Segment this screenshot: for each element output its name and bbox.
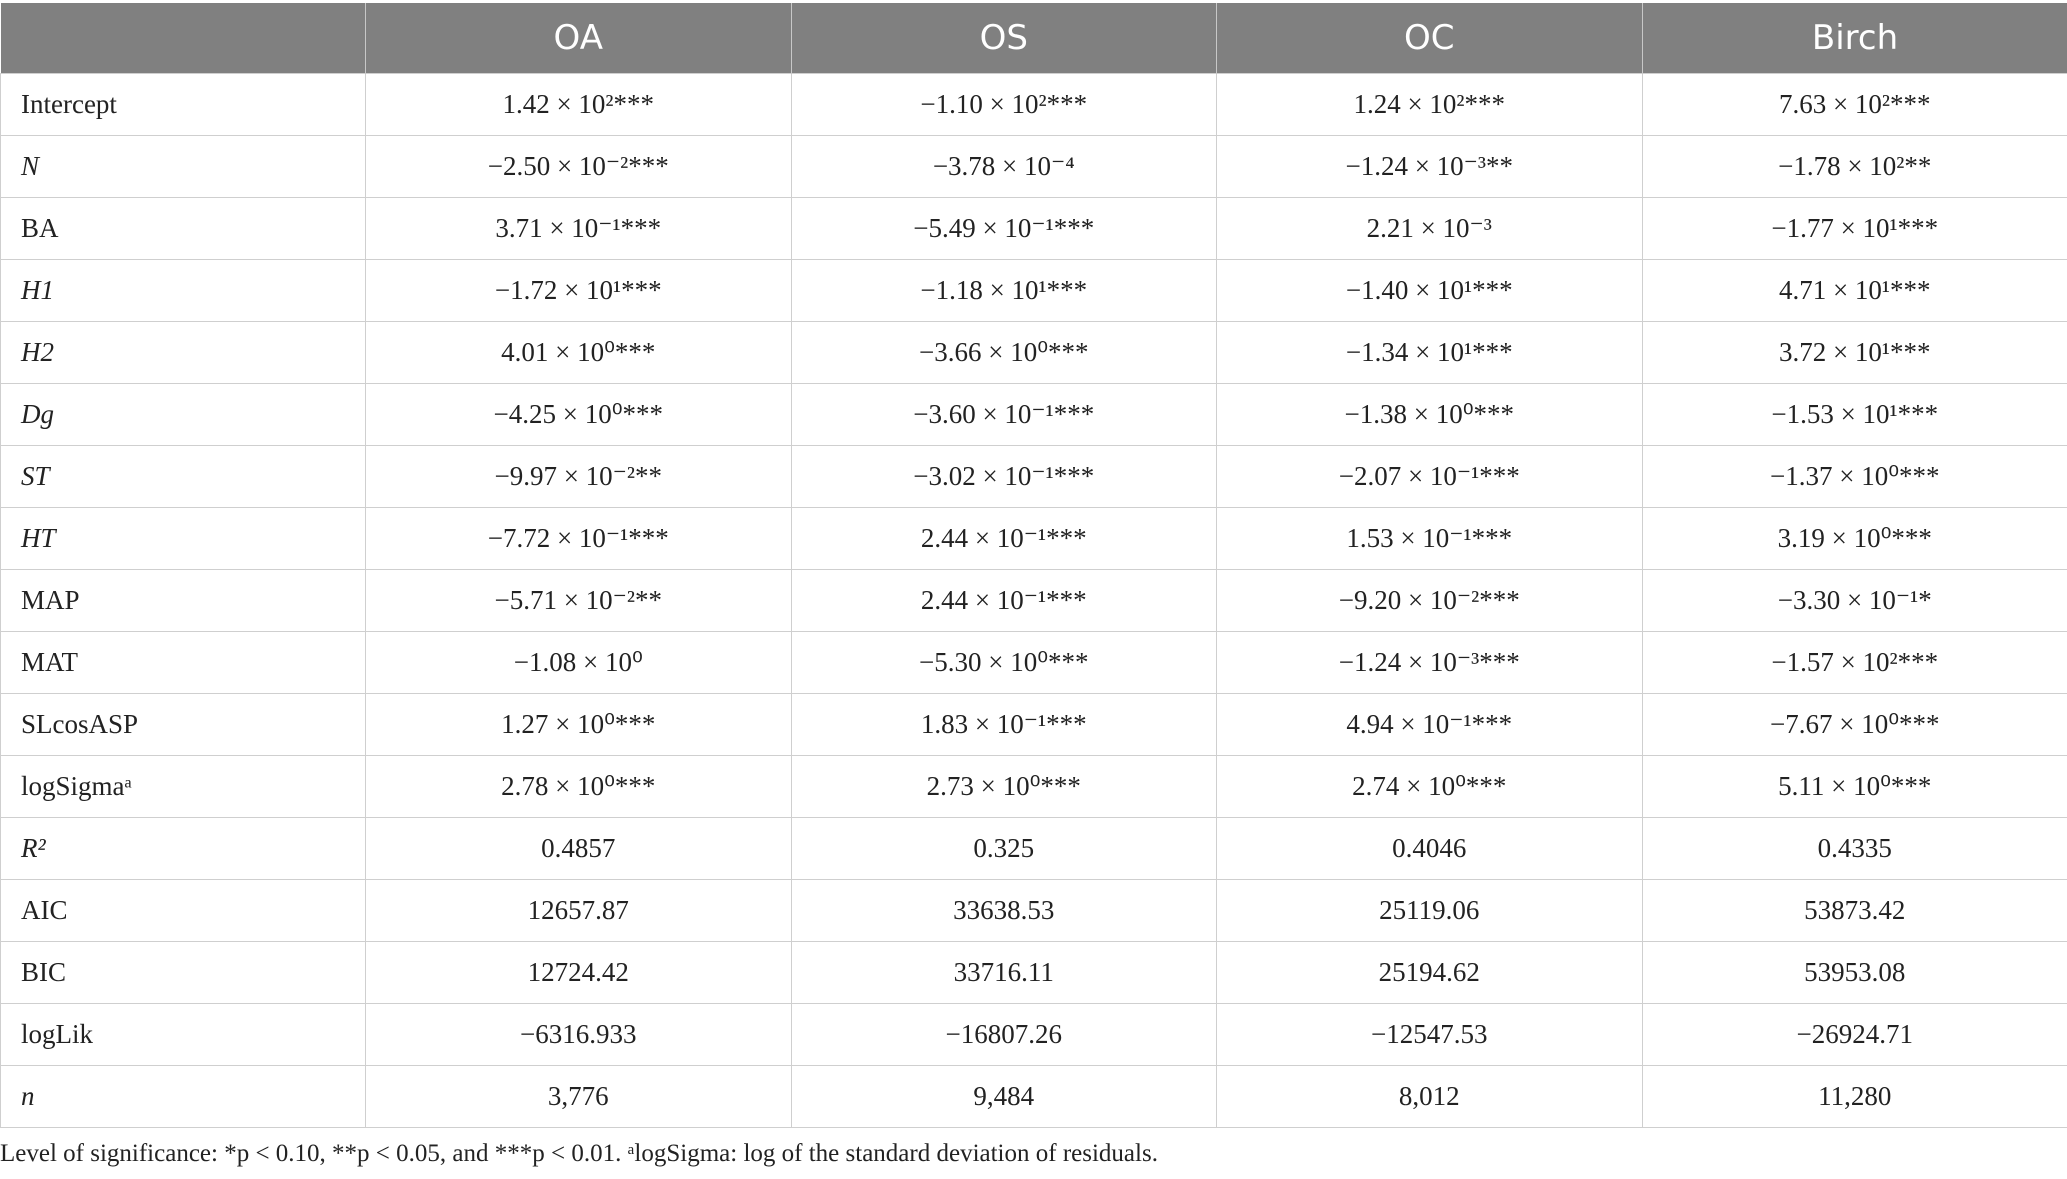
table-cell: −3.02 × 10⁻¹*** (791, 446, 1217, 508)
table-cell: 4.01 × 10⁰*** (366, 322, 792, 384)
table-cell: −9.97 × 10⁻²** (366, 446, 792, 508)
table-cell: −1.57 × 10²*** (1642, 632, 2067, 694)
table-cell: 4.71 × 10¹*** (1642, 260, 2067, 322)
table-cell: −1.53 × 10¹*** (1642, 384, 2067, 446)
table-cell: −5.71 × 10⁻²** (366, 570, 792, 632)
row-label: MAP (1, 570, 366, 632)
table-cell: 3.72 × 10¹*** (1642, 322, 2067, 384)
table-cell: −1.72 × 10¹*** (366, 260, 792, 322)
header-cell-os: OS (791, 3, 1217, 74)
table-cell: 4.94 × 10⁻¹*** (1217, 694, 1643, 756)
row-label: H1 (1, 260, 366, 322)
table-row (1, 942, 2067, 1004)
table-row (1, 136, 2067, 198)
row-label: N (1, 136, 366, 198)
row-label: Dg (1, 384, 366, 446)
row-label: n (1, 1066, 366, 1128)
table-row (1, 632, 2067, 694)
table-cell: 3.19 × 10⁰*** (1642, 508, 2067, 570)
table-cell: −1.77 × 10¹*** (1642, 198, 2067, 260)
table-footnote: Level of significance: *p < 0.10, **p < 0.05, and ***p < 0.01. ᵃlogSigma: log of the standard deviation of residuals. (0, 1140, 1158, 1167)
table-cell: 11,280 (1642, 1066, 2067, 1128)
table-cell: 1.27 × 10⁰*** (366, 694, 792, 756)
table-cell: −5.49 × 10⁻¹*** (791, 198, 1217, 260)
table-cell: 2.44 × 10⁻¹*** (791, 508, 1217, 570)
table-cell: −7.67 × 10⁰*** (1642, 694, 2067, 756)
table-cell: −9.20 × 10⁻²*** (1217, 570, 1643, 632)
row-label: R² (1, 818, 366, 880)
table-cell: −26924.71 (1642, 1004, 2067, 1066)
table-row (1, 198, 2067, 260)
table-row (1, 508, 2067, 570)
table-row (1, 570, 2067, 632)
table-cell: 12724.42 (366, 942, 792, 1004)
header-cell-oa: OA (366, 3, 792, 74)
row-label: MAT (1, 632, 366, 694)
table-cell: −3.66 × 10⁰*** (791, 322, 1217, 384)
table-cell: 7.63 × 10²*** (1642, 74, 2067, 136)
table-cell: 53953.08 (1642, 942, 2067, 1004)
table-cell: 5.11 × 10⁰*** (1642, 756, 2067, 818)
table-cell: 0.4046 (1217, 818, 1643, 880)
table-cell: −1.34 × 10¹*** (1217, 322, 1643, 384)
table-cell: 0.4335 (1642, 818, 2067, 880)
table-cell: −4.25 × 10⁰*** (366, 384, 792, 446)
row-label: HT (1, 508, 366, 570)
table-cell: −6316.933 (366, 1004, 792, 1066)
table-cell: 1.53 × 10⁻¹*** (1217, 508, 1643, 570)
table-cell: 9,484 (791, 1066, 1217, 1128)
table-cell: −7.72 × 10⁻¹*** (366, 508, 792, 570)
header-cell-oc: OC (1217, 3, 1643, 74)
table-cell: 3.71 × 10⁻¹*** (366, 198, 792, 260)
table-row (1, 880, 2067, 942)
table-cell: 53873.42 (1642, 880, 2067, 942)
table-cell: 33638.53 (791, 880, 1217, 942)
row-label: SLcosASP (1, 694, 366, 756)
table-cell: 1.24 × 10²*** (1217, 74, 1643, 136)
header-cell-blank (1, 3, 366, 74)
table-cell: −2.07 × 10⁻¹*** (1217, 446, 1643, 508)
table-cell: −2.50 × 10⁻²*** (366, 136, 792, 198)
table-row (1, 384, 2067, 446)
table-cell: 33716.11 (791, 942, 1217, 1004)
table-cell: 0.325 (791, 818, 1217, 880)
table-cell: −1.24 × 10⁻³*** (1217, 632, 1643, 694)
table-cell: 25119.06 (1217, 880, 1643, 942)
table-body (1, 74, 2067, 1128)
table-cell: −1.40 × 10¹*** (1217, 260, 1643, 322)
table-cell: −5.30 × 10⁰*** (791, 632, 1217, 694)
table-row (1, 756, 2067, 818)
table-cell: −1.08 × 10⁰ (366, 632, 792, 694)
table-cell: 2.74 × 10⁰*** (1217, 756, 1643, 818)
table-cell: −1.24 × 10⁻³** (1217, 136, 1643, 198)
table-row (1, 1004, 2067, 1066)
table-row (1, 694, 2067, 756)
row-label: BA (1, 198, 366, 260)
table-cell: −3.60 × 10⁻¹*** (791, 384, 1217, 446)
table-row (1, 260, 2067, 322)
row-label: AIC (1, 880, 366, 942)
row-label: ST (1, 446, 366, 508)
table-cell: 2.21 × 10⁻³ (1217, 198, 1643, 260)
table-cell: 3,776 (366, 1066, 792, 1128)
header-cell-birch: Birch (1642, 3, 2067, 74)
table-cell: 1.42 × 10²*** (366, 74, 792, 136)
table-cell: −12547.53 (1217, 1004, 1643, 1066)
table-row (1, 1066, 2067, 1128)
row-label: BIC (1, 942, 366, 1004)
row-label: Intercept (1, 74, 366, 136)
table-cell: −1.10 × 10²*** (791, 74, 1217, 136)
row-label: logSigmaᵃ (1, 756, 366, 818)
table-cell: 12657.87 (366, 880, 792, 942)
table-cell: 8,012 (1217, 1066, 1643, 1128)
table-cell: −1.78 × 10²** (1642, 136, 2067, 198)
table-cell: −1.18 × 10¹*** (791, 260, 1217, 322)
table-row (1, 322, 2067, 384)
table-cell: −1.38 × 10⁰*** (1217, 384, 1643, 446)
table-cell: −3.78 × 10⁻⁴ (791, 136, 1217, 198)
table-cell: 2.73 × 10⁰*** (791, 756, 1217, 818)
row-label: H2 (1, 322, 366, 384)
header-row (1, 3, 2067, 74)
table-cell: 0.4857 (366, 818, 792, 880)
table-cell: 1.83 × 10⁻¹*** (791, 694, 1217, 756)
table-wrapper (0, 3, 2067, 1128)
table-cell: 2.44 × 10⁻¹*** (791, 570, 1217, 632)
table-row (1, 74, 2067, 136)
table-row (1, 446, 2067, 508)
table-cell: 25194.62 (1217, 942, 1643, 1004)
table-cell: 2.78 × 10⁰*** (366, 756, 792, 818)
row-label: logLik (1, 1004, 366, 1066)
table-row (1, 818, 2067, 880)
table-cell: −1.37 × 10⁰*** (1642, 446, 2067, 508)
table-cell: −3.30 × 10⁻¹* (1642, 570, 2067, 632)
regression-table (0, 3, 2067, 1128)
table-cell: −16807.26 (791, 1004, 1217, 1066)
